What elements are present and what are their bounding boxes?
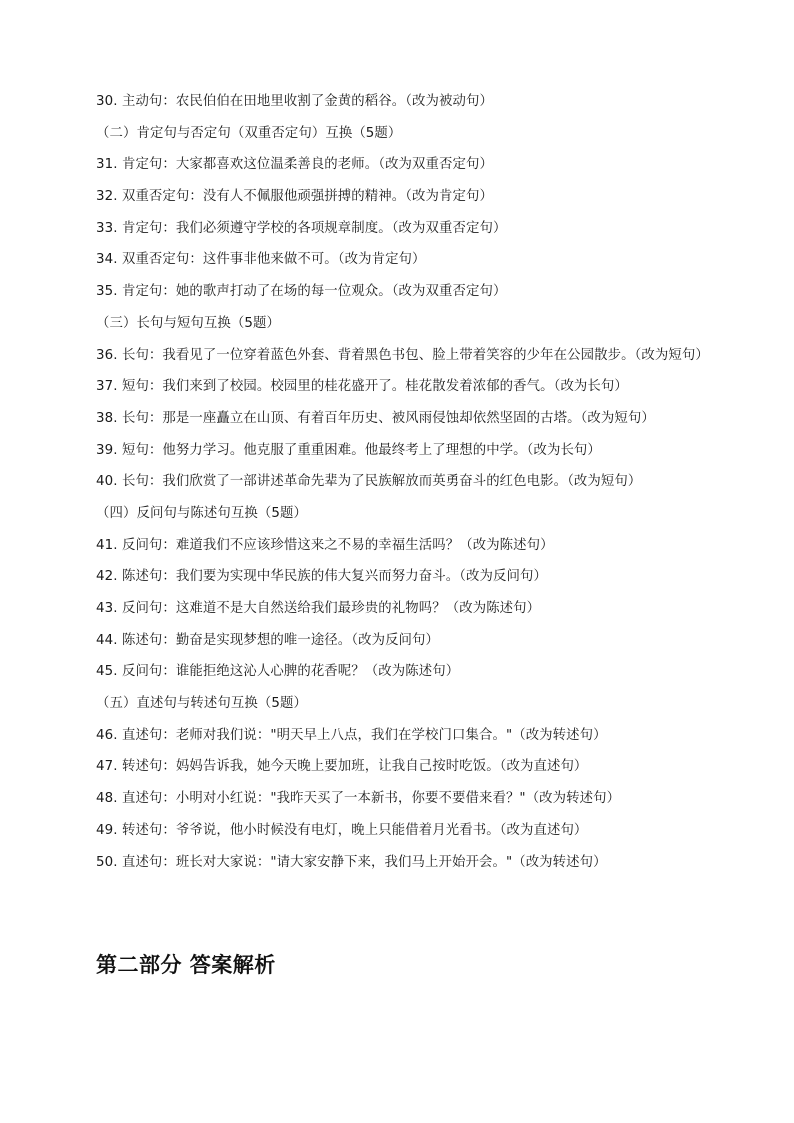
question-47: 47. 转述句：妈妈告诉我，她今天晚上要加班，让我自己按时吃饭。（改为直述句） xyxy=(96,759,588,775)
section-heading: 第二部分 答案解析 xyxy=(96,953,276,977)
section-title-5: （五）直述句与转述句互换（5题） xyxy=(96,696,307,712)
question-50: 50. 直述句：班长对大家说："请大家安静下来，我们马上开始开会。"（改为转述句） xyxy=(96,854,607,870)
exercise-list xyxy=(96,90,709,882)
question-41: 41. 反问句：难道我们不应该珍惜这来之不易的幸福生活吗？（改为陈述句） xyxy=(96,537,554,553)
question-34: 34. 双重否定句：这件事非他来做不可。（改为肯定句） xyxy=(96,252,426,268)
question-44: 44. 陈述句：勤奋是实现梦想的唯一途径。（改为反问句） xyxy=(96,632,440,648)
question-35: 35. 肯定句：她的歌声打动了在场的每一位观众。（改为双重否定句） xyxy=(96,284,507,300)
question-42: 42. 陈述句：我们要为实现中华民族的伟大复兴而努力奋斗。（改为反问句） xyxy=(96,569,547,585)
question-40: 40. 长句：我们欣赏了一部讲述革命先辈为了民族解放而英勇奋斗的红色电影。（改为短句） xyxy=(96,474,642,490)
question-33: 33. 肯定句：我们必须遵守学校的各项规章制度。（改为双重否定句） xyxy=(96,220,507,236)
question-38: 38. 长句：那是一座矗立在山顶、有着百年历史、被风雨侵蚀却依然坚固的古塔。（改为短句） xyxy=(96,410,655,426)
question-32: 32. 双重否定句：没有人不佩服他顽强拼搏的精神。（改为肯定句） xyxy=(96,189,493,205)
question-48: 48. 直述句：小明对小红说："我昨天买了一本新书，你要不要借来看？"（改为转述句） xyxy=(96,791,621,807)
question-31: 31. 肯定句：大家都喜欢这位温柔善良的老师。（改为双重否定句） xyxy=(96,157,493,173)
section-title-4: （四）反问句与陈述句互换（5题） xyxy=(96,505,307,521)
question-46: 46. 直述句：老师对我们说："明天早上八点，我们在学校门口集合。"（改为转述句） xyxy=(96,727,607,743)
question-45: 45. 反问句：谁能拒绝这沁人心脾的花香呢？（改为陈述句） xyxy=(96,664,460,680)
question-36: 36. 长句：我看见了一位穿着蓝色外套、背着黑色书包、脸上带着笑容的少年在公园散步。（改为短句） xyxy=(96,347,709,363)
question-39: 39. 短句：他努力学习。他克服了重重困难。他最终考上了理想的中学。（改为长句） xyxy=(96,442,601,458)
section-title-3: （三）长句与短句互换（5题） xyxy=(96,315,280,331)
question-30: 30. 主动句：农民伯伯在田地里收割了金黄的稻谷。（改为被动句） xyxy=(96,94,493,109)
section-title-2: （二）肯定句与否定句（双重否定句）互换（5题） xyxy=(96,125,402,141)
question-43: 43. 反问句：这难道不是大自然送给我们最珍贵的礼物吗？（改为陈述句） xyxy=(96,601,541,616)
question-37: 37. 短句：我们来到了校园。校园里的桂花盛开了。桂花散发着浓郁的香气。（改为长句） xyxy=(96,379,628,395)
question-49: 49. 转述句：爷爷说，他小时候没有电灯，晚上只能借着月光看书。（改为直述句） xyxy=(96,822,588,838)
